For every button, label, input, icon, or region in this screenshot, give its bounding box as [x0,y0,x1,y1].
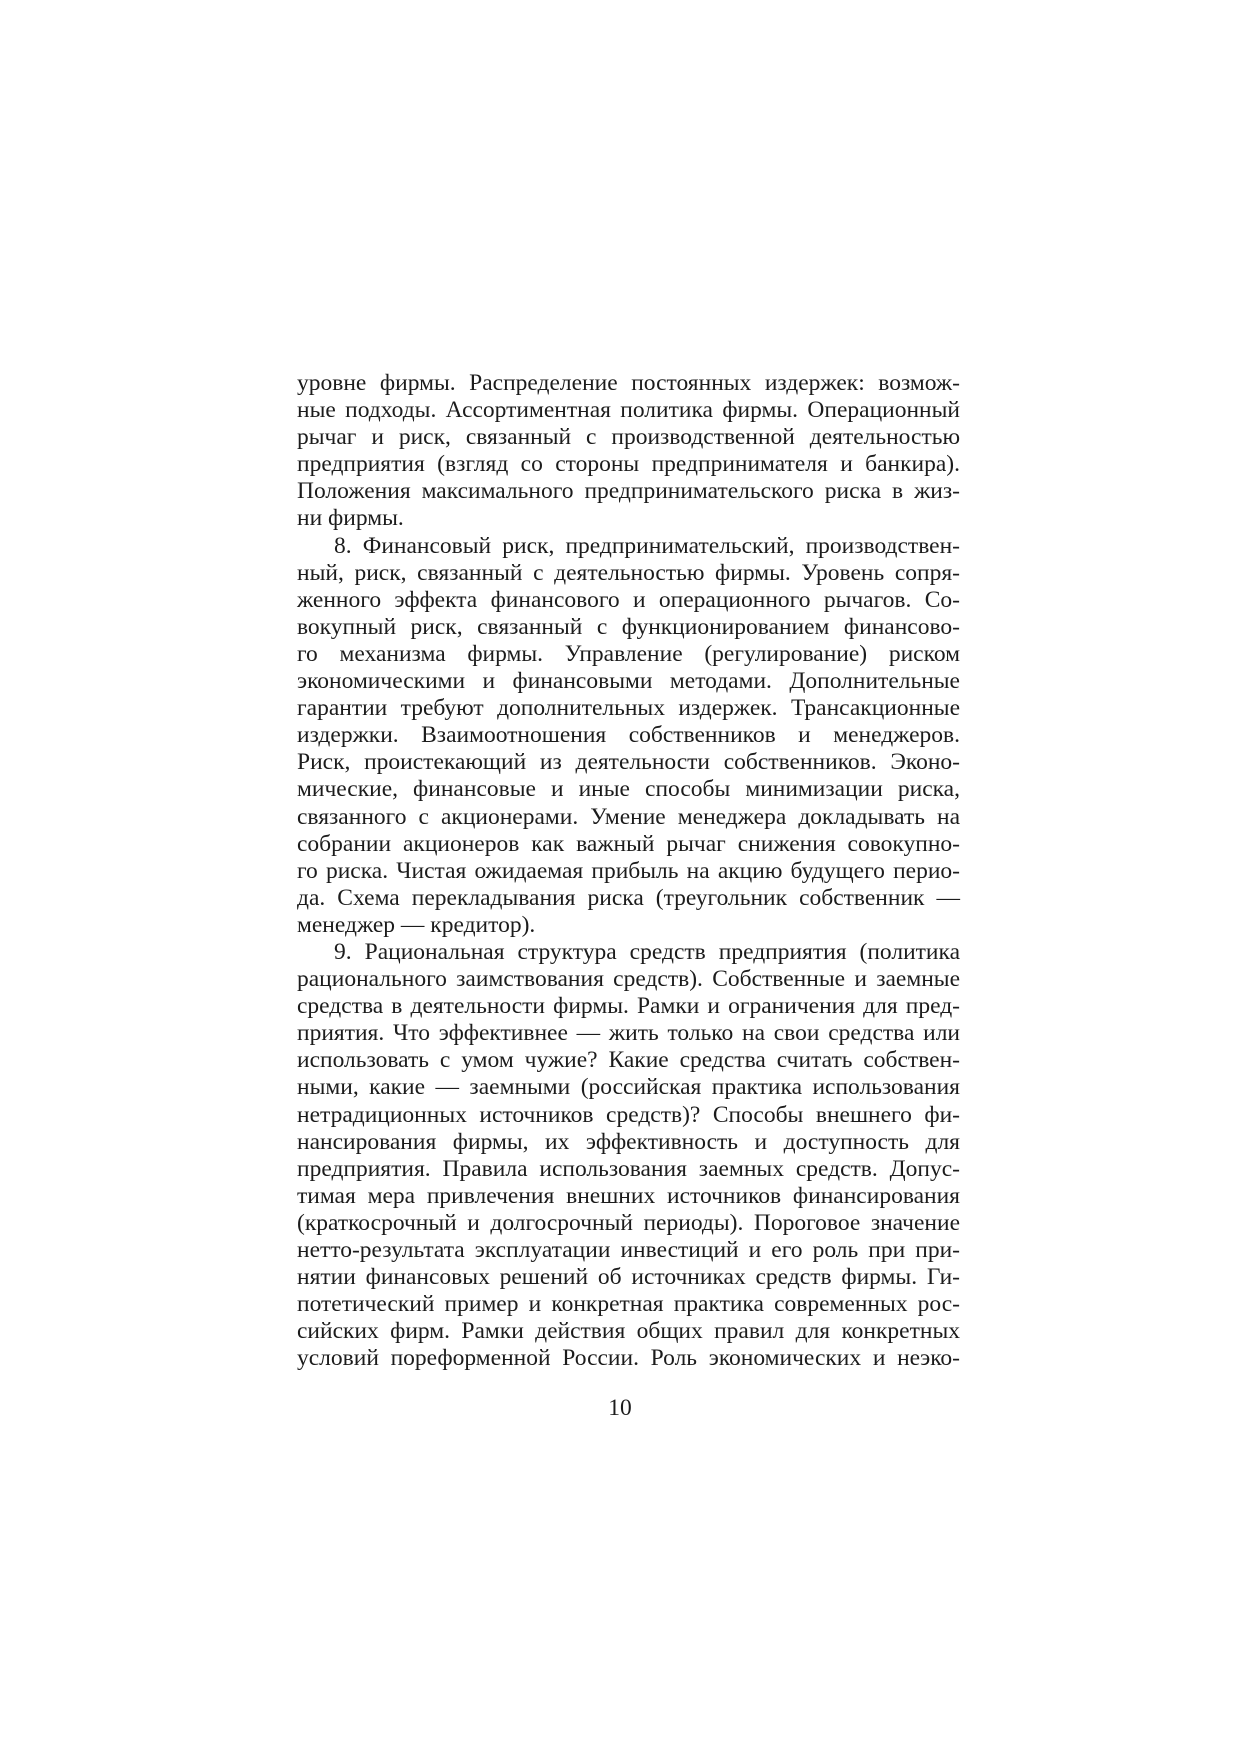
text-line: гарантии требуют дополнительных издержек. Трансакционные [297,695,960,722]
body-text [297,370,960,1372]
text-line: собрании акционеров как важный рычаг снижения совокупно- [297,830,960,857]
text-line: предприятия (взгляд со стороны предпринимателя и банкира). [297,451,960,478]
text-line: Положения максимального предпринимательского риска в жиз- [297,478,960,505]
text-line: ные подходы. Ассортиментная политика фирмы. Операционный [297,397,960,424]
text-line: тимая мера привлечения внешних источников финансирования [297,1182,960,1209]
text-line: нетрадиционных источников средств)? Способы внешнего фи- [297,1101,960,1128]
text-line: ными, какие — заемными (российская практика использования [297,1074,960,1101]
text-line: средства в деятельности фирмы. Рамки и ограничения для пред- [297,993,960,1020]
text-line: использовать с умом чужие? Какие средства считать собствен- [297,1047,960,1074]
text-line: издержки. Взаимоотношения собственников и менеджеров. [297,722,960,749]
text-line: 8. Финансовый риск, предпринимательский, производствен- [334,532,960,559]
text-line: экономическими и финансовыми методами. Дополнительные [297,668,960,695]
text-line: нятии финансовых решений об источниках средств фирмы. Ги- [297,1264,960,1291]
text-line: связанного с акционерами. Умение менеджера докладывать на [297,803,960,830]
page-number: 10 [608,1395,632,1421]
text-line: (краткосрочный и долгосрочный периоды). Пороговое значение [297,1209,960,1236]
text-line: условий пореформенной России. Роль экономических и неэко- [297,1345,960,1372]
text-line: го механизма фирмы. Управление (регулирование) риском [297,640,960,667]
text-line: женного эффекта финансового и операционного рычагов. Со- [297,586,960,613]
text-line: мические, финансовые и иные способы минимизации риска, [297,776,960,803]
text-line: менеджер — кредитор). [297,911,536,938]
text-line: предприятия. Правила использования заемных средств. Допус- [297,1155,960,1182]
text-line: 9. Рациональная структура средств предприятия (политика [334,938,960,965]
text-line: ни фирмы. [297,505,404,532]
text-line: сийских фирм. Рамки действия общих правил для конкретных [297,1318,960,1345]
text-line: вокупный риск, связанный с функционированием финансово- [297,613,960,640]
text-line: ный, риск, связанный с деятельностью фирмы. Уровень сопря- [297,559,960,586]
text-line: го риска. Чистая ожидаемая прибыль на акцию будущего перио- [297,857,960,884]
text-line: приятия. Что эффективнее — жить только на свои средства или [297,1020,960,1047]
text-line: да. Схема перекладывания риска (треугольник собственник — [297,884,960,911]
text-line: рационального заимствования средств). Собственные и заемные [297,966,960,993]
text-line: уровне фирмы. Распределение постоянных издержек: возмож- [297,370,960,396]
text-line: Риск, проистекающий из деятельности собственников. Эконо- [297,749,960,776]
text-line: рычаг и риск, связанный с производственной деятельностью [297,424,960,451]
text-line: потетический пример и конкретная практика современных рос- [297,1291,960,1318]
text-line: нансирования фирмы, их эффективность и доступность для [297,1128,960,1155]
text-line: нетто-результата эксплуатации инвестиций и его роль при при- [297,1237,960,1263]
